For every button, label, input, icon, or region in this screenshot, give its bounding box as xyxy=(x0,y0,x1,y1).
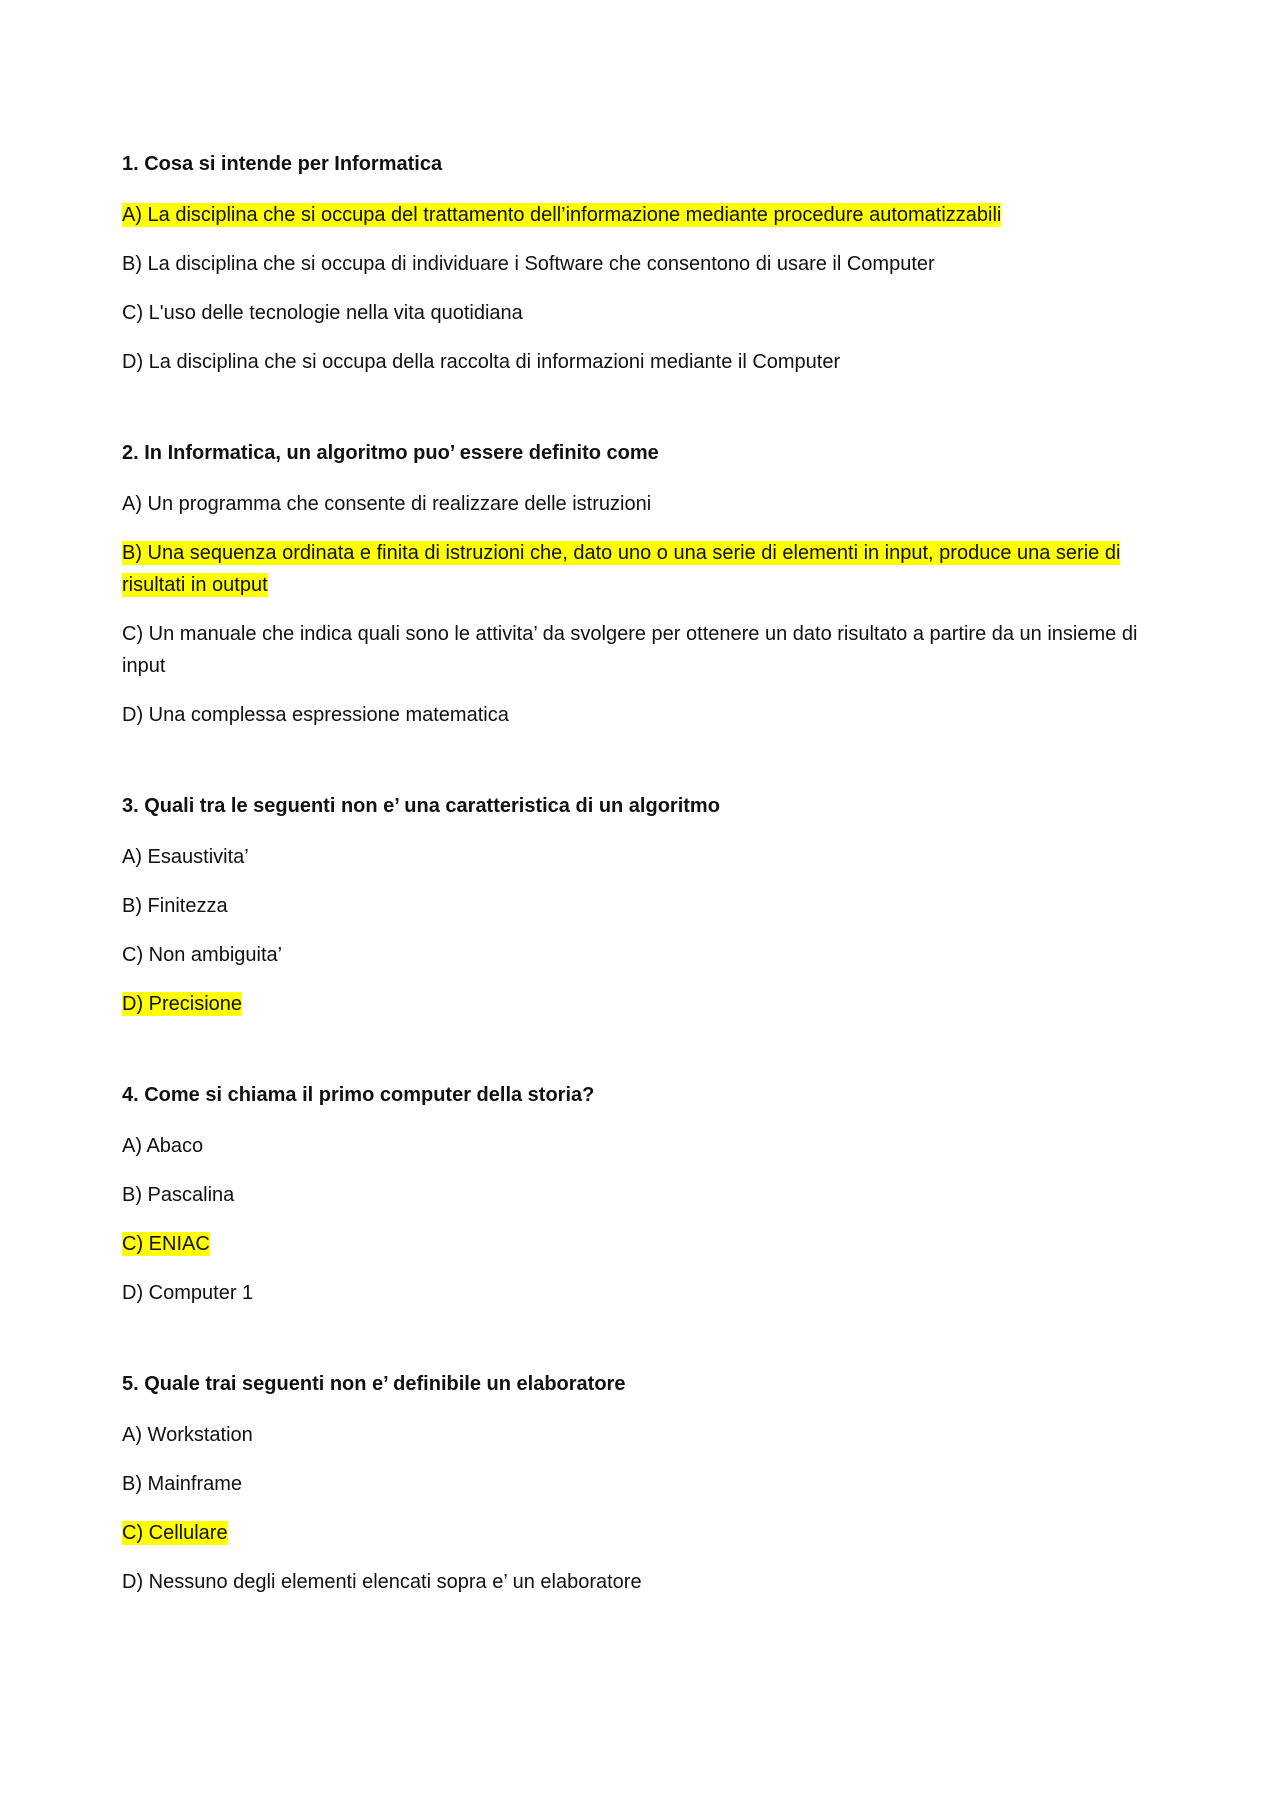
question-title: 3. Quali tra le seguenti non e’ una caratteristica di un algoritmo xyxy=(122,795,720,817)
answer-option-b xyxy=(122,1179,1167,1211)
answer-text: D) La disciplina che si occupa della raccolta di informazioni mediante il Computer xyxy=(122,351,841,373)
answer-text: D) Precisione xyxy=(122,993,243,1015)
answer-text: A) La disciplina che si occupa del trattamento dell’informazione mediante procedure automatizzabili xyxy=(122,204,1002,226)
answer-option-d xyxy=(122,1566,1167,1598)
question-1 xyxy=(122,150,1167,378)
answer-text: C) Non ambiguita’ xyxy=(122,944,283,966)
answer-option-d xyxy=(122,988,1167,1020)
answer-text: A) Workstation xyxy=(122,1424,253,1446)
answer-option-b xyxy=(122,537,1167,601)
answer-option-c xyxy=(122,1517,1167,1549)
answer-text: A) Esaustivita’ xyxy=(122,846,249,868)
question-title: 4. Come si chiama il primo computer della storia? xyxy=(122,1084,595,1106)
answer-option-d xyxy=(122,699,1167,731)
answer-text: D) Computer 1 xyxy=(122,1282,254,1304)
answer-text: B) Una sequenza ordinata e finita di istruzioni che, dato uno o una serie di elementi in input, produce una serie di risultati in output xyxy=(122,542,1121,596)
answer-option-c xyxy=(122,618,1167,682)
question-5 xyxy=(122,1370,1167,1598)
answer-text: A) Un programma che consente di realizzare delle istruzioni xyxy=(122,493,652,515)
answer-option-a xyxy=(122,1419,1167,1451)
answer-option-d xyxy=(122,1277,1167,1309)
answer-text: D) Nessuno degli elementi elencati sopra e’ un elaboratore xyxy=(122,1571,642,1593)
answer-option-c xyxy=(122,297,1167,329)
answer-text: C) Cellulare xyxy=(122,1522,228,1544)
answer-option-b xyxy=(122,1468,1167,1500)
answer-text: B) La disciplina che si occupa di individuare i Software che consentono di usare il Computer xyxy=(122,253,935,275)
answer-text: C) Un manuale che indica quali sono le attivita’ da svolgere per ottenere un dato risultato a partire da un insieme di input xyxy=(122,623,1138,677)
answer-option-b xyxy=(122,890,1167,922)
answer-text: B) Finitezza xyxy=(122,895,228,917)
question-3 xyxy=(122,792,1167,1020)
answer-option-b xyxy=(122,248,1167,280)
question-2 xyxy=(122,439,1167,731)
answer-option-c xyxy=(122,1228,1167,1260)
answer-text: B) Pascalina xyxy=(122,1184,235,1206)
answer-option-a xyxy=(122,199,1167,231)
answer-text: C) L'uso delle tecnologie nella vita quotidiana xyxy=(122,302,523,324)
answer-option-a xyxy=(122,488,1167,520)
document-page xyxy=(122,150,1167,1598)
question-4 xyxy=(122,1081,1167,1309)
answer-text: C) ENIAC xyxy=(122,1233,210,1255)
answer-text: A) Abaco xyxy=(122,1135,204,1157)
question-title: 2. In Informatica, un algoritmo puo’ essere definito come xyxy=(122,442,659,464)
question-title: 1. Cosa si intende per Informatica xyxy=(122,153,443,175)
answer-option-d xyxy=(122,346,1167,378)
answer-option-a xyxy=(122,1130,1167,1162)
answer-option-c xyxy=(122,939,1167,971)
question-title: 5. Quale trai seguenti non e’ definibile un elaboratore xyxy=(122,1373,626,1395)
answer-option-a xyxy=(122,841,1167,873)
answer-text: D) Una complessa espressione matematica xyxy=(122,704,509,726)
answer-text: B) Mainframe xyxy=(122,1473,243,1495)
